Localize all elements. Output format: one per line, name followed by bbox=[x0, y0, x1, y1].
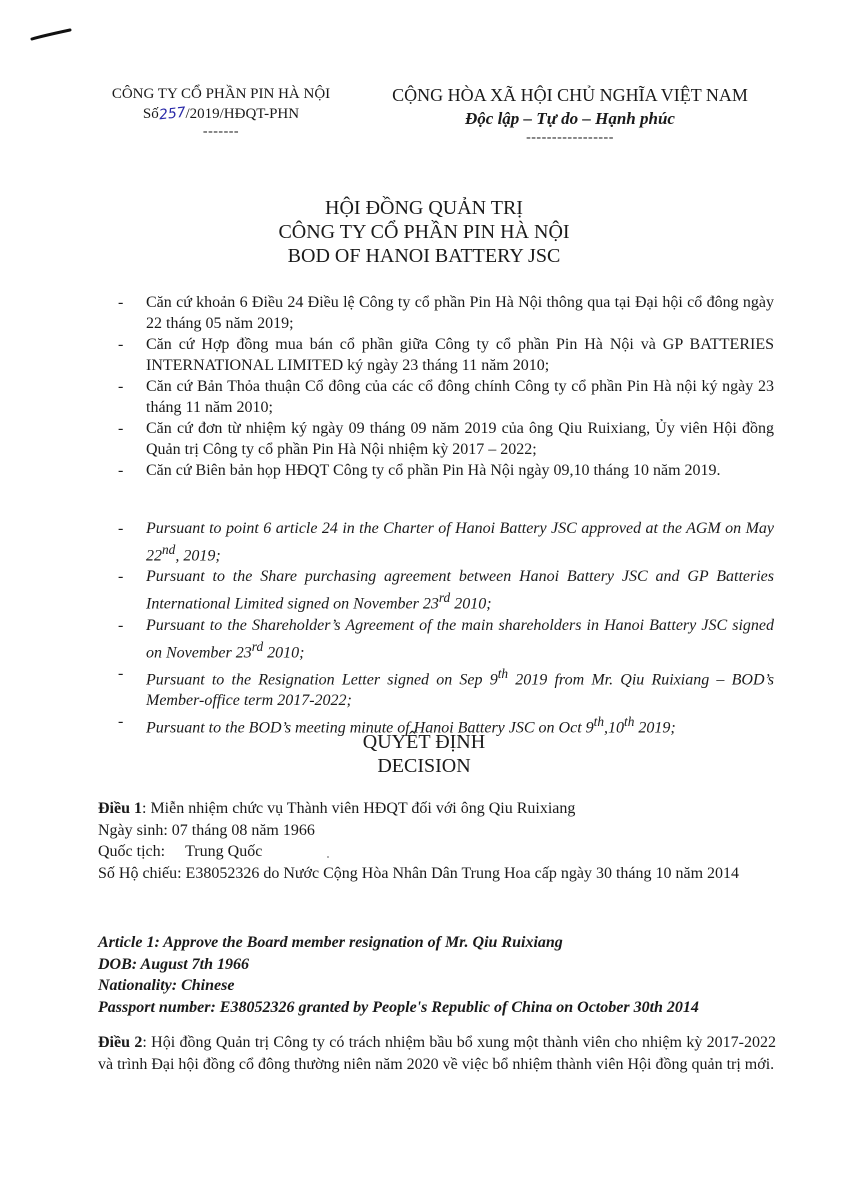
handwritten-number: 257 bbox=[157, 104, 187, 124]
scan-speck bbox=[327, 856, 329, 858]
handwritten-mark bbox=[30, 24, 72, 46]
article-1-vi-heading: Điều 1: Miễn nhiệm chức vụ Thành viên HĐQT đối với ông Qiu Ruixiang bbox=[98, 800, 576, 817]
article-1-vi-dob: Ngày sinh: 07 tháng 08 năm 1966 bbox=[98, 821, 315, 839]
list-item: - Căn cứ Biên bản họp HĐQT Công ty cổ phần Pin Hà Nội ngày 09,10 tháng 10 năm 2019. bbox=[118, 460, 774, 481]
national-motto: Độc lập – Tự do – Hạnh phúc bbox=[465, 109, 675, 128]
article-1-en-heading: Article 1: Approve the Board member resignation of Mr. Qiu Ruixiang bbox=[98, 934, 563, 951]
list-item: - Căn cứ Hợp đồng mua bán cổ phần giữa Công ty cổ phần Pin Hà Nội và GP BATTERIES INTERNATIONAL LIMITED ký ngày 23 tháng 11 năm 2010; bbox=[118, 334, 774, 376]
list-item: - Pursuant to the BOD’s meeting minute of Hanoi Battery JSC on Oct 9th,10th 2019; bbox=[118, 711, 774, 738]
company-name: CÔNG TY CỔ PHẦN PIN HÀ NỘI bbox=[111, 86, 331, 102]
issuer-line-2: CÔNG TY CỔ PHẦN PIN HÀ NỘI bbox=[278, 221, 570, 243]
decision-title-vi: QUYẾT ĐỊNH bbox=[362, 731, 486, 753]
list-item: - Pursuant to the Shareholder’s Agreement of the main shareholders in Hanoi Battery JSC signed on November 23rd 2010; bbox=[118, 615, 774, 663]
issuer-line-1: HỘI ĐỒNG QUẢN TRỊ bbox=[325, 197, 523, 219]
legal-bases-en bbox=[118, 518, 774, 739]
document-reference: Số257/2019/HĐQT-PHN bbox=[142, 104, 300, 124]
header-right-divider: ----------------- bbox=[526, 130, 614, 145]
article-1-en bbox=[98, 932, 776, 1018]
article-1-vi-passport: Số Hộ chiếu: E38052326 do Nước Cộng Hòa Nhân Dân Trung Hoa cấp ngày 30 tháng 10 năm 2014 bbox=[98, 864, 740, 882]
list-item: - Căn cứ đơn từ nhiệm ký ngày 09 tháng 09 năm 2019 của ông Qiu Ruixiang, Ủy viên Hội đồng Quản trị Công ty cổ phần Pin Hà Nội nhiệm kỳ 2017 – 2022; bbox=[118, 418, 774, 460]
header-left bbox=[96, 84, 346, 140]
list-item: - Căn cứ Bản Thỏa thuận Cổ đông của các cổ đông chính Công ty cổ phần Pin Hà nội ký ngày 23 tháng 11 năm 2010; bbox=[118, 376, 774, 418]
article-1-en-nationality: Nationality: Chinese bbox=[98, 977, 235, 994]
article-1-en-passport: Passport number: E38052326 granted by People's Republic of China on October 30th 2014 bbox=[98, 998, 699, 1016]
nation-title: CỘNG HÒA XÃ HỘI CHỦ NGHĨA VIỆT NAM bbox=[392, 85, 748, 105]
article-1-vi-nationality: Quốc tịch: Trung Quốc bbox=[98, 843, 263, 860]
article-1-vi bbox=[98, 798, 776, 884]
list-item: - Pursuant to the Share purchasing agreement between Hanoi Battery JSC and GP Batteries International Limited signed on November 23rd 2010; bbox=[118, 566, 774, 614]
article-2-vi: Điều 2: Hội đồng Quản trị Công ty có trách nhiệm bầu bổ xung một thành viên cho nhiệm kỳ 2017-2022 và trình Đại hội đồng cổ đông thường niên năm 2020 về việc bổ nhiệm thành viên Hội đồng quản trị mới. bbox=[98, 1034, 777, 1073]
legal-bases-vi bbox=[118, 292, 774, 481]
decision-title-en: DECISION bbox=[377, 755, 471, 777]
article-1-en-dob: DOB: August 7th 1966 bbox=[98, 955, 249, 973]
list-item: - Căn cứ khoản 6 Điều 24 Điều lệ Công ty cổ phần Pin Hà Nội thông qua tại Đại hội cổ đông ngày 22 tháng 05 năm 2019; bbox=[118, 292, 774, 334]
issuer-line-3: BOD OF HANOI BATTERY JSC bbox=[287, 245, 561, 267]
header-right bbox=[370, 84, 770, 146]
list-item: - Pursuant to the Resignation Letter signed on Sep 9th 2019 from Mr. Qiu Ruixiang – BOD’s Member-office term 2017-2022; bbox=[118, 663, 774, 711]
header-left-divider: ------- bbox=[202, 124, 240, 139]
list-item: - Pursuant to point 6 article 24 in the Charter of Hanoi Battery JSC approved at the AGM on May 22nd, 2019; bbox=[118, 518, 774, 566]
